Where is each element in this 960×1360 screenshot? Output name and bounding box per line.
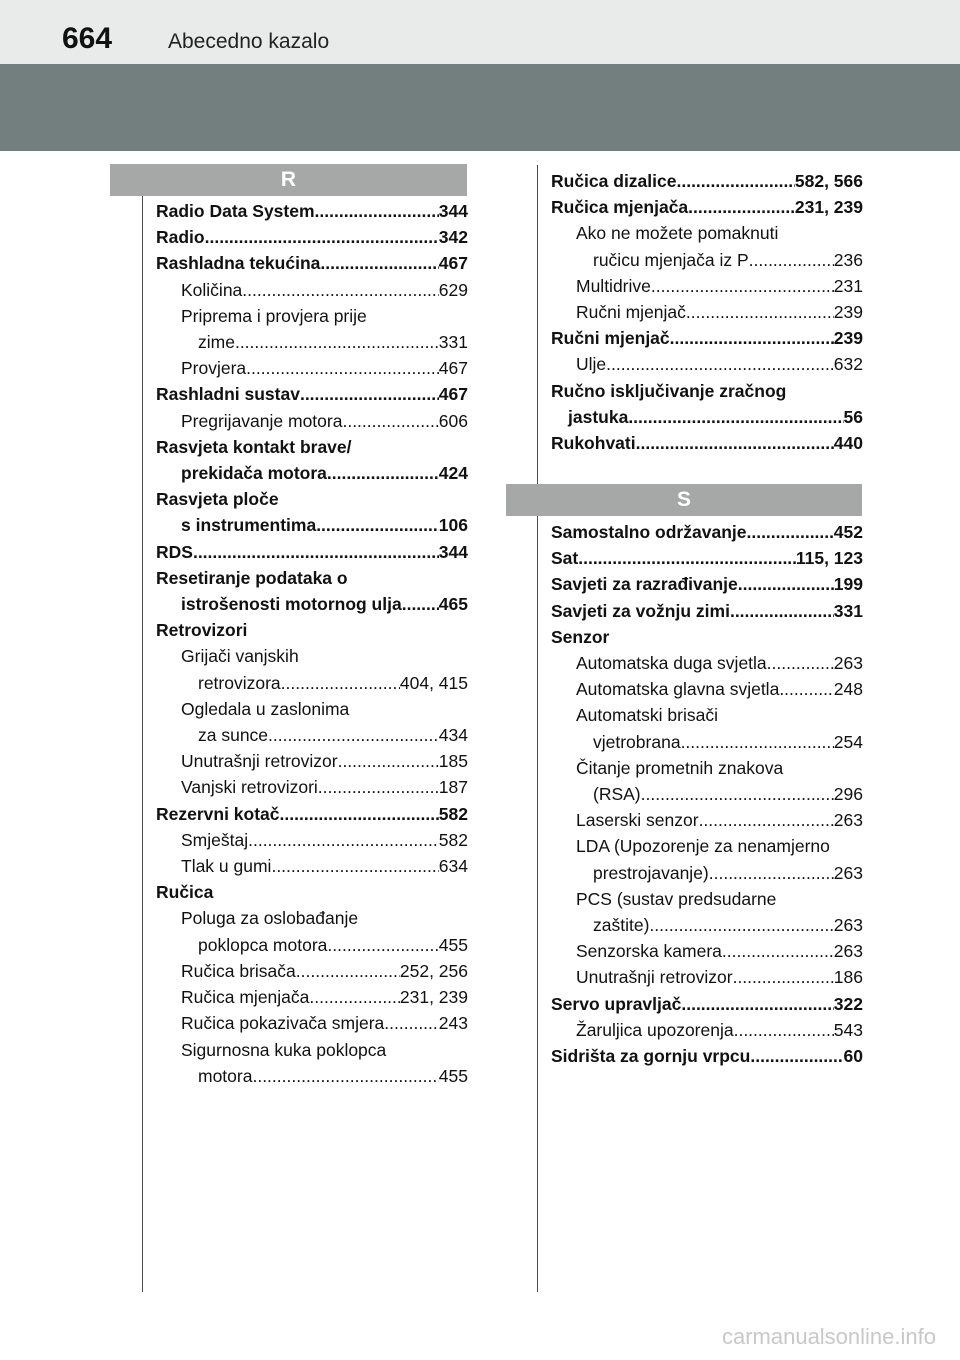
entry-page-ref: 344 <box>438 201 468 221</box>
entry-term: Rukohvati <box>551 433 636 454</box>
leader-dots <box>327 460 439 486</box>
index-entry <box>156 696 468 722</box>
index-entry <box>551 1043 863 1069</box>
leader-dots <box>402 591 439 617</box>
leader-dots <box>730 598 834 624</box>
index-entry <box>551 964 863 990</box>
index-entry <box>156 827 468 853</box>
index-entry <box>551 194 863 220</box>
entry-term: Poluga za oslobađanje <box>181 908 359 929</box>
entry-term: Ručno isključivanje zračnog <box>551 380 787 401</box>
index-entry <box>156 670 468 696</box>
entry-page-ref: 296 <box>833 784 863 805</box>
index-entry <box>551 702 863 728</box>
index-entry <box>551 833 863 859</box>
leader-dots <box>296 958 400 984</box>
entry-term: Grijači vanjskih <box>181 646 299 667</box>
entry-term: Tlak u gumi <box>181 856 272 877</box>
entry-term: Retrovizori <box>156 620 248 641</box>
entry-term: Ako ne možete pomaknuti <box>576 223 779 244</box>
index-entry <box>156 748 468 774</box>
entry-page-ref: 634 <box>438 856 468 877</box>
index-entry <box>551 938 863 964</box>
leader-dots <box>271 853 438 879</box>
leader-dots <box>641 781 834 807</box>
leader-dots <box>338 748 439 774</box>
index-entry <box>156 512 468 538</box>
entry-term: zime <box>198 332 235 353</box>
leader-dots <box>749 247 834 273</box>
watermark: carmanualsonline.info <box>721 1324 936 1349</box>
index-entry <box>551 912 863 938</box>
entry-page-ref: 263 <box>833 653 863 674</box>
entry-term: Rasvjeta kontakt brave/ <box>156 436 352 457</box>
index-entry <box>551 571 863 597</box>
index-column-right-r <box>551 168 863 456</box>
entry-term: Vanjski retrovizori <box>181 777 318 798</box>
entry-page-ref: 344 <box>438 541 468 562</box>
index-column-left <box>156 198 468 1089</box>
entry-page-ref: 106 <box>438 515 468 536</box>
entry-term: s instrumentima <box>181 515 317 536</box>
entry-page-ref: 424 <box>438 463 468 484</box>
leader-dots <box>578 545 796 571</box>
index-entry <box>156 1037 468 1063</box>
entry-term: Laserski senzor <box>576 810 699 831</box>
entry-term: motora <box>198 1065 253 1086</box>
entry-page-ref: 239 <box>833 328 863 349</box>
index-entry <box>156 355 468 381</box>
entry-page-ref: 263 <box>833 862 863 883</box>
entry-page-ref: 185 <box>438 751 468 772</box>
index-entry <box>551 545 863 571</box>
entry-term: Senzor <box>551 626 610 647</box>
index-entry <box>156 801 468 827</box>
entry-page-ref: 254 <box>833 731 863 752</box>
entry-term: Servo upravljač <box>551 993 682 1014</box>
index-entry <box>156 643 468 669</box>
leader-dots <box>734 1017 834 1043</box>
entry-term: Smještaj <box>181 829 249 850</box>
index-entry <box>156 722 468 748</box>
entry-term: Pregrijavanje motora <box>181 410 343 431</box>
index-entry <box>156 617 468 643</box>
index-entry <box>551 273 863 299</box>
entry-term: Automatski brisači <box>576 705 718 726</box>
index-entry <box>551 886 863 912</box>
entry-page-ref: 582 <box>438 829 468 850</box>
entry-term: poklopca motora <box>198 934 328 955</box>
entry-page-ref: 115, 123 <box>795 548 863 569</box>
entry-term: Ručica <box>156 882 214 903</box>
leader-dots <box>709 860 834 886</box>
index-entry <box>156 774 468 800</box>
index-entry <box>156 250 468 276</box>
entry-term: Ručni mjenjač <box>551 328 670 349</box>
entry-term: ručicu mjenjača iz P <box>593 249 749 270</box>
index-entry <box>551 598 863 624</box>
entry-page-ref: 56 <box>843 406 863 427</box>
index-entry <box>551 299 863 325</box>
index-entry <box>551 351 863 377</box>
entry-page-ref: 231, 239 <box>794 197 863 218</box>
leader-dots <box>327 932 438 958</box>
leader-dots <box>315 198 439 224</box>
index-entry <box>551 624 863 650</box>
index-entry <box>551 1017 863 1043</box>
entry-page-ref: 322 <box>833 993 863 1014</box>
index-entry <box>156 591 468 617</box>
entry-term: Samostalno održavanje <box>551 522 747 542</box>
entry-page-ref: 455 <box>438 934 468 955</box>
entry-page-ref: 331 <box>833 600 863 621</box>
entry-term: Provjera <box>181 358 247 379</box>
index-entry <box>156 408 468 434</box>
leader-dots <box>688 194 795 220</box>
entry-page-ref: 543 <box>833 1019 863 1040</box>
leader-dots <box>636 430 834 456</box>
leader-dots <box>318 774 439 800</box>
index-entry <box>156 381 468 407</box>
leader-dots <box>681 729 834 755</box>
leader-dots <box>750 1043 843 1069</box>
leader-dots <box>280 801 439 827</box>
entry-term: Ručica dizalice <box>551 171 677 191</box>
leader-dots <box>651 273 834 299</box>
index-entry <box>551 404 863 430</box>
index-entry <box>551 729 863 755</box>
index-entry <box>156 932 468 958</box>
leader-dots <box>681 991 833 1017</box>
entry-term: Priprema i provjera prije <box>181 305 367 326</box>
entry-page-ref: 342 <box>438 227 468 248</box>
entry-term: Ručica brisača <box>181 960 296 981</box>
entry-page-ref: 263 <box>833 941 863 962</box>
leader-dots <box>205 224 439 250</box>
entry-page-ref: 252, 256 <box>399 960 468 981</box>
entry-term: Senzorska kamera <box>576 941 722 962</box>
index-entry <box>551 807 863 833</box>
leader-dots <box>235 329 439 355</box>
index-entry <box>156 539 468 565</box>
page-number: 664 <box>62 22 113 55</box>
entry-page-ref: 467 <box>438 253 468 274</box>
entry-term: retrovizora <box>198 672 281 693</box>
leader-dots <box>670 325 834 351</box>
index-entry <box>156 434 468 460</box>
entry-page-ref: 187 <box>438 777 468 798</box>
index-entry <box>551 430 863 456</box>
index-entry <box>156 277 468 303</box>
index-entry <box>156 1010 468 1036</box>
entry-term: Savjeti za razrađivanje <box>551 574 738 595</box>
index-entry <box>156 879 468 905</box>
entry-page-ref: 239 <box>833 302 863 323</box>
index-entry <box>551 378 863 404</box>
entry-page-ref: 243 <box>438 1013 468 1034</box>
leader-dots <box>300 381 439 407</box>
section-header-r: R <box>110 164 467 196</box>
entry-term: Ručica mjenjača <box>551 197 689 218</box>
column-rule-middle <box>537 165 538 1292</box>
entry-page-ref: 467 <box>438 384 468 405</box>
index-entry <box>156 198 468 224</box>
entry-page-ref: 452 <box>833 522 863 542</box>
entry-term: Automatska duga svjetla <box>576 653 767 674</box>
leader-dots <box>342 408 438 434</box>
entry-term: Savjeti za vožnju zimi <box>551 600 730 621</box>
entry-term: Ručica mjenjača <box>181 987 310 1008</box>
leader-dots <box>281 670 400 696</box>
index-entry <box>551 247 863 273</box>
index-entry <box>551 650 863 676</box>
page-header-bar <box>0 0 960 64</box>
entry-term: Rashladna tekućina <box>156 253 321 274</box>
entry-page-ref: 629 <box>438 279 468 300</box>
leader-dots <box>246 355 439 381</box>
entry-term: RDS <box>156 541 193 562</box>
entry-term: istrošenosti motornog ulja <box>181 594 402 615</box>
entry-page-ref: 606 <box>438 410 468 431</box>
index-entry <box>156 958 468 984</box>
index-entry <box>156 486 468 512</box>
leader-dots <box>779 676 833 702</box>
entry-term: (RSA) <box>593 784 641 805</box>
leader-dots <box>309 984 399 1010</box>
entry-term: Automatska glavna svjetla <box>576 679 780 700</box>
entry-term: Ručni mjenjač <box>576 302 686 323</box>
entry-page-ref: 263 <box>833 915 863 936</box>
header-banner <box>0 64 960 151</box>
leader-dots <box>746 519 833 545</box>
index-entry <box>156 853 468 879</box>
entry-page-ref: 440 <box>833 433 863 454</box>
entry-term: prekidača motora <box>181 463 327 484</box>
entry-term: Sat <box>551 548 579 569</box>
entry-term: PCS (sustav predsudarne <box>576 888 777 909</box>
index-entry <box>551 860 863 886</box>
entry-term: Rezervni kotač <box>156 803 280 824</box>
index-entry <box>156 1063 468 1089</box>
index-entry <box>551 991 863 1017</box>
entry-term: Ulje <box>576 354 607 375</box>
entry-page-ref: 582 <box>438 803 468 824</box>
leader-dots <box>316 512 439 538</box>
index-entry <box>551 755 863 781</box>
entry-page-ref: 199 <box>833 574 863 595</box>
index-entry <box>156 565 468 591</box>
index-entry <box>156 329 468 355</box>
index-entry <box>156 224 468 250</box>
entry-term: Unutrašnji retrovizor <box>576 967 733 988</box>
leader-dots <box>722 938 834 964</box>
entry-term: Multidrive <box>576 275 651 296</box>
index-column-right-s <box>551 519 863 1069</box>
entry-term: Rasvjeta ploče <box>156 489 279 510</box>
entry-term: Ručica pokazivača smjera <box>181 1013 385 1034</box>
entry-page-ref: 236 <box>833 249 863 270</box>
leader-dots <box>676 168 794 194</box>
leader-dots <box>252 1063 438 1089</box>
entry-term: jastuka <box>568 406 629 427</box>
entry-term: Ogledala u zaslonima <box>181 698 350 719</box>
entry-term: Čitanje prometnih znakova <box>576 757 784 778</box>
leader-dots <box>606 351 834 377</box>
entry-term: Žaruljica upozorenja <box>576 1019 734 1040</box>
entry-page-ref: 404, 415 <box>399 672 468 693</box>
index-entry <box>156 303 468 329</box>
index-entry <box>551 781 863 807</box>
entry-page-ref: 60 <box>843 1046 863 1067</box>
leader-dots <box>242 277 439 303</box>
entry-term: prestrojavanje) <box>593 862 709 883</box>
column-rule-left <box>142 192 143 1292</box>
entry-term: Rashladni sustav <box>156 384 300 405</box>
entry-page-ref: 248 <box>833 679 863 700</box>
entry-page-ref: 455 <box>438 1065 468 1086</box>
section-header-s: S <box>506 484 862 516</box>
index-entry <box>551 220 863 246</box>
index-entry <box>551 168 863 194</box>
entry-term: LDA (Upozorenje za nenamjerno <box>576 836 830 857</box>
entry-page-ref: 186 <box>833 967 863 988</box>
leader-dots <box>649 912 833 938</box>
leader-dots <box>767 650 834 676</box>
leader-dots <box>320 250 438 276</box>
entry-term: Sigurnosna kuka poklopca <box>181 1039 387 1060</box>
document-title: Abecedno kazalo <box>168 30 330 53</box>
entry-page-ref: 231 <box>833 275 863 296</box>
entry-term: Radio Data System <box>156 201 315 221</box>
entry-term: za sunce <box>198 725 269 746</box>
index-entry <box>156 905 468 931</box>
leader-dots <box>268 722 439 748</box>
index-entry <box>551 325 863 351</box>
entry-page-ref: 263 <box>833 810 863 831</box>
index-entry <box>156 460 468 486</box>
entry-term: Količina <box>181 279 243 300</box>
entry-term: vjetrobrana <box>593 731 681 752</box>
index-entry <box>156 984 468 1010</box>
leader-dots <box>628 404 843 430</box>
leader-dots <box>686 299 834 325</box>
entry-term: zaštite) <box>593 915 650 936</box>
leader-dots <box>248 827 439 853</box>
entry-term: Resetiranje podataka o <box>156 567 348 588</box>
leader-dots <box>738 571 834 597</box>
entry-page-ref: 465 <box>438 594 468 615</box>
entry-page-ref: 331 <box>438 332 468 353</box>
entry-term: Sidrišta za gornju vrpcu <box>551 1046 751 1067</box>
entry-page-ref: 632 <box>833 354 863 375</box>
leader-dots <box>699 807 834 833</box>
entry-page-ref: 231, 239 <box>399 987 468 1008</box>
leader-dots <box>193 539 439 565</box>
leader-dots <box>733 964 834 990</box>
index-entry <box>551 519 863 545</box>
entry-page-ref: 582, 566 <box>794 171 863 191</box>
index-entry <box>551 676 863 702</box>
entry-page-ref: 467 <box>438 358 468 379</box>
entry-term: Unutrašnji retrovizor <box>181 751 338 772</box>
leader-dots <box>384 1010 439 1036</box>
entry-page-ref: 434 <box>438 725 468 746</box>
entry-term: Radio <box>156 227 205 248</box>
